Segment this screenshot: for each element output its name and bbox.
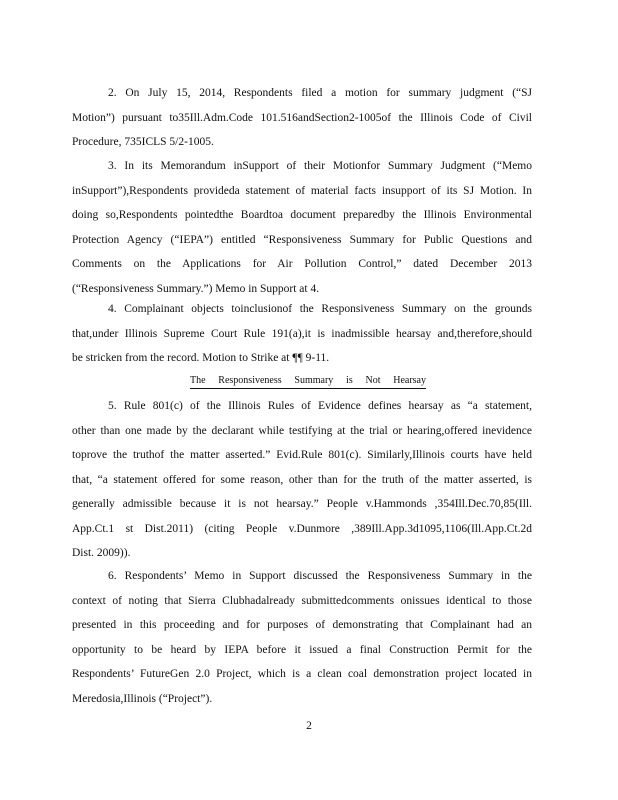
- section-heading: The Responsiveness Summary is Not Hearsay: [190, 374, 426, 389]
- text-line: 3. In its Memorandum inSupport of their Motionfor Summary Judgment (“Memo: [108, 160, 532, 172]
- text-line: App.Ct.1 st Dist.2011) (citing People v.Dunmore ,389Ill.App.3d1095,1106(Ill.App.Ct.2d: [72, 522, 532, 535]
- paragraph-6: [72, 564, 532, 711]
- text-line: that,under Illinois Supreme Court Rule 191(a),it is inadmissible hearsay and,therefore,should: [72, 327, 532, 340]
- paragraph-3: [72, 154, 532, 301]
- text-line: be stricken from the record. Motion to Strike at ¶¶ 9-11.: [72, 352, 330, 364]
- paragraph-2: [72, 81, 532, 155]
- text-line: presented in this proceeding and for purposes of demonstrating that Complainant had an: [72, 619, 532, 631]
- text-line: Motion”) pursuant to35Ill.Adm.Code 101.516andSection2-1005of the Illinois Code of Civil: [72, 111, 532, 124]
- text-line: 4. Complainant objects toinclusionof the Responsiveness Summary on the grounds: [108, 303, 532, 315]
- text-line: 2. On July 15, 2014, Respondents filed a motion for summary judgment (“SJ: [108, 87, 532, 99]
- text-line: 6. Respondents’ Memo in Support discussed the Responsiveness Summary in the: [108, 570, 532, 582]
- text-line: other than one made by the declarant while testifying at the trial or hearing,offered inevidence: [72, 424, 532, 437]
- text-line: opportunity to be heard by IEPA before it issued a final Construction Permit for the: [72, 643, 532, 656]
- text-line: Meredosia,Illinois (“Project”).: [72, 692, 213, 705]
- text-line: inSupport”),Respondents provideda statement of material facts insupport of its SJ Motion. In: [72, 184, 532, 197]
- text-line: doing so,Respondents pointedthe Boardtoa document preparedby the Illinois Environmental: [72, 209, 532, 221]
- text-line: (“Responsiveness Summary.”) Memo in Support at 4.: [72, 282, 320, 295]
- text-line: generally admissible because it is not hearsay.” People v.Hammonds ,354Ill.Dec.70,85(Ill.: [72, 498, 532, 510]
- text-line: Respondents’ FutureGen 2.0 Project, which is a clean coal demonstration project located in: [72, 668, 532, 680]
- text-line: Procedure, 735ICLS 5/2-1005.: [72, 136, 214, 148]
- paragraph-4: [72, 297, 532, 371]
- text-line: Comments on the Applications for Air Pollution Control,” dated December 2013: [72, 258, 532, 270]
- text-line: that, “a statement offered for some reason, other than for the truth of the matter asserted, is: [72, 473, 532, 486]
- text-line: Dist. 2009)).: [72, 547, 131, 559]
- text-line: toprove the truthof the matter asserted.” Evid.Rule 801(c). Similarly,Illinois courts have held: [72, 449, 532, 461]
- text-line: Protection Agency (“IEPA”) entitled “Responsiveness Summary for Public Questions and: [72, 233, 532, 246]
- paragraph-5: [72, 394, 532, 566]
- text-line: context of noting that Sierra Clubhadalready submittedcomments onissues identical to those: [72, 594, 532, 607]
- text-line: 5. Rule 801(c) of the Illinois Rules of Evidence defines hearsay as “a statement,: [108, 400, 532, 412]
- page-number: 2: [306, 720, 312, 732]
